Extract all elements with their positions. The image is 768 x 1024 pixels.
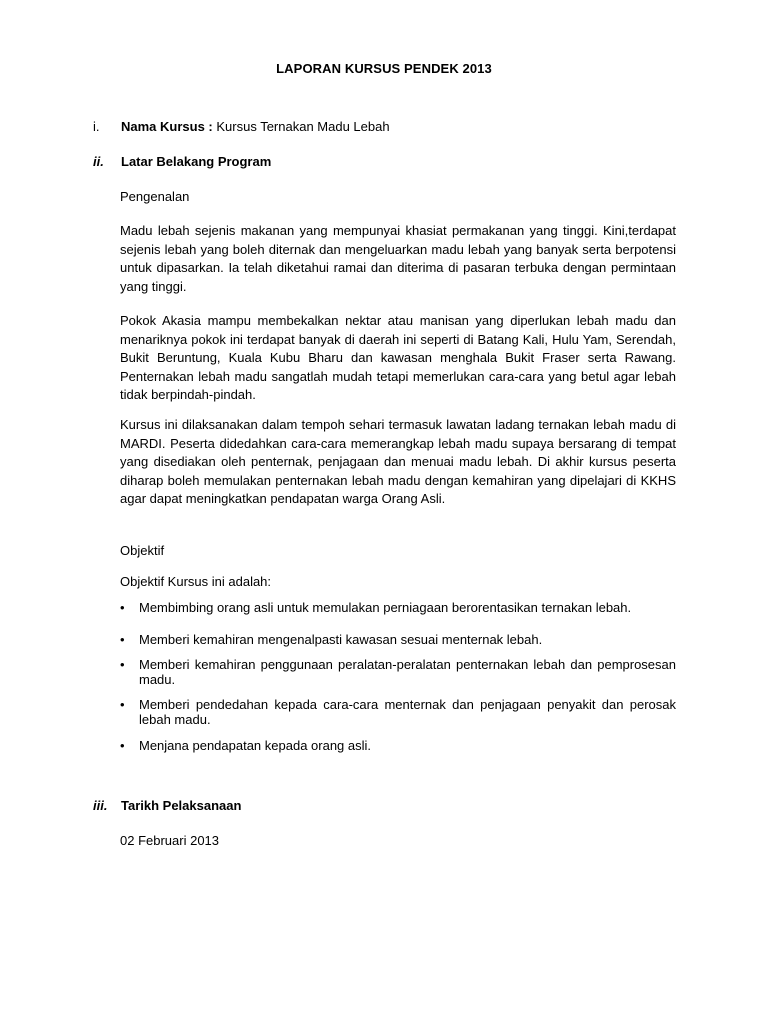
objective-text: Memberi kemahiran penggunaan peralatan-peralatan penternakan lebah dan pemprosesan madu.	[139, 657, 676, 687]
list-item	[120, 738, 676, 753]
list-item	[120, 632, 676, 647]
objective-intro: Objektif Kursus ini adalah:	[120, 574, 272, 589]
objective-text: Menjana pendapatan kepada orang asli.	[139, 738, 372, 753]
course-name-label: Nama Kursus :	[121, 119, 213, 134]
section-nama-kursus	[93, 119, 390, 134]
objective-text: Memberi kemahiran mengenalpasti kawasan sesuai menternak lebah.	[139, 632, 543, 647]
section-heading: Latar Belakang Program	[121, 154, 272, 169]
section-latar-belakang	[93, 154, 271, 169]
intro-heading: Pengenalan	[120, 189, 190, 204]
bullet-icon: •	[120, 600, 125, 615]
intro-paragraph-2: Pokok Akasia mampu membekalkan nektar atau manisan yang diperlukan lebah madu dan menariknya pokok ini terdapat banyak di daerah ini seperti di Batang Kali, Hulu Yam, Serendah, Bukit Beruntung, Kuala Kubu Bharu dan kawasan menghala Bukit Fraser serta Rawang. Penternakan lebah madu sangatlah mudah tetapi memerlukan cara-cara yang betul agar lebah tidak berpindah-pindah.	[120, 313, 676, 403]
implementation-date: 02 Februari 2013	[120, 833, 220, 848]
bullet-icon: •	[120, 657, 125, 672]
intro-paragraph-3: Kursus ini dilaksanakan dalam tempoh sehari termasuk lawatan ladang ternakan lebah madu di MARDI. Peserta didedahkan cara-cara memerangkap lebah madu supaya bersarang di tempat yang disediakan oleh penternak, penjagaan dan menuai madu lebah. Di akhir kursus peserta diharap boleh memulakan penternakan lebah madu dengan kemahiran yang dipelajari di KKHS agar dapat meningkatkan pendapatan warga Orang Asli.	[120, 417, 676, 507]
bullet-icon: •	[120, 697, 125, 712]
document-title: LAPORAN KURSUS PENDEK 2013	[276, 61, 492, 76]
intro-paragraph-1: Madu lebah sejenis makanan yang mempunyai khasiat permakanan yang tinggi. Kini,terdapat sejenis lebah yang boleh diternak dan mengeluarkan madu lebah yang banyak serta berpotensi untuk dipasarkan. Ia telah diketahui ramai dan diterima di pasaran terbuka dengan permintaan yang tinggi.	[120, 223, 676, 294]
section-heading: Tarikh Pelaksanaan	[121, 798, 242, 813]
list-item	[120, 657, 676, 687]
section-number: i.	[93, 119, 100, 134]
list-item	[120, 697, 676, 727]
list-item	[120, 600, 676, 615]
bullet-icon: •	[120, 738, 125, 753]
section-number: ii.	[93, 154, 104, 169]
section-number: iii.	[93, 798, 108, 813]
objective-heading: Objektif	[120, 543, 165, 558]
section-tarikh-pelaksanaan	[93, 798, 241, 813]
objective-text: Memberi pendedahan kepada cara-cara menternak dan penjagaan penyakit dan perosak lebah madu.	[139, 697, 676, 727]
bullet-icon: •	[120, 632, 125, 647]
objective-text: Membimbing orang asli untuk memulakan perniagaan berorentasikan ternakan lebah.	[139, 600, 632, 615]
course-name-value: Kursus Ternakan Madu Lebah	[212, 119, 390, 134]
